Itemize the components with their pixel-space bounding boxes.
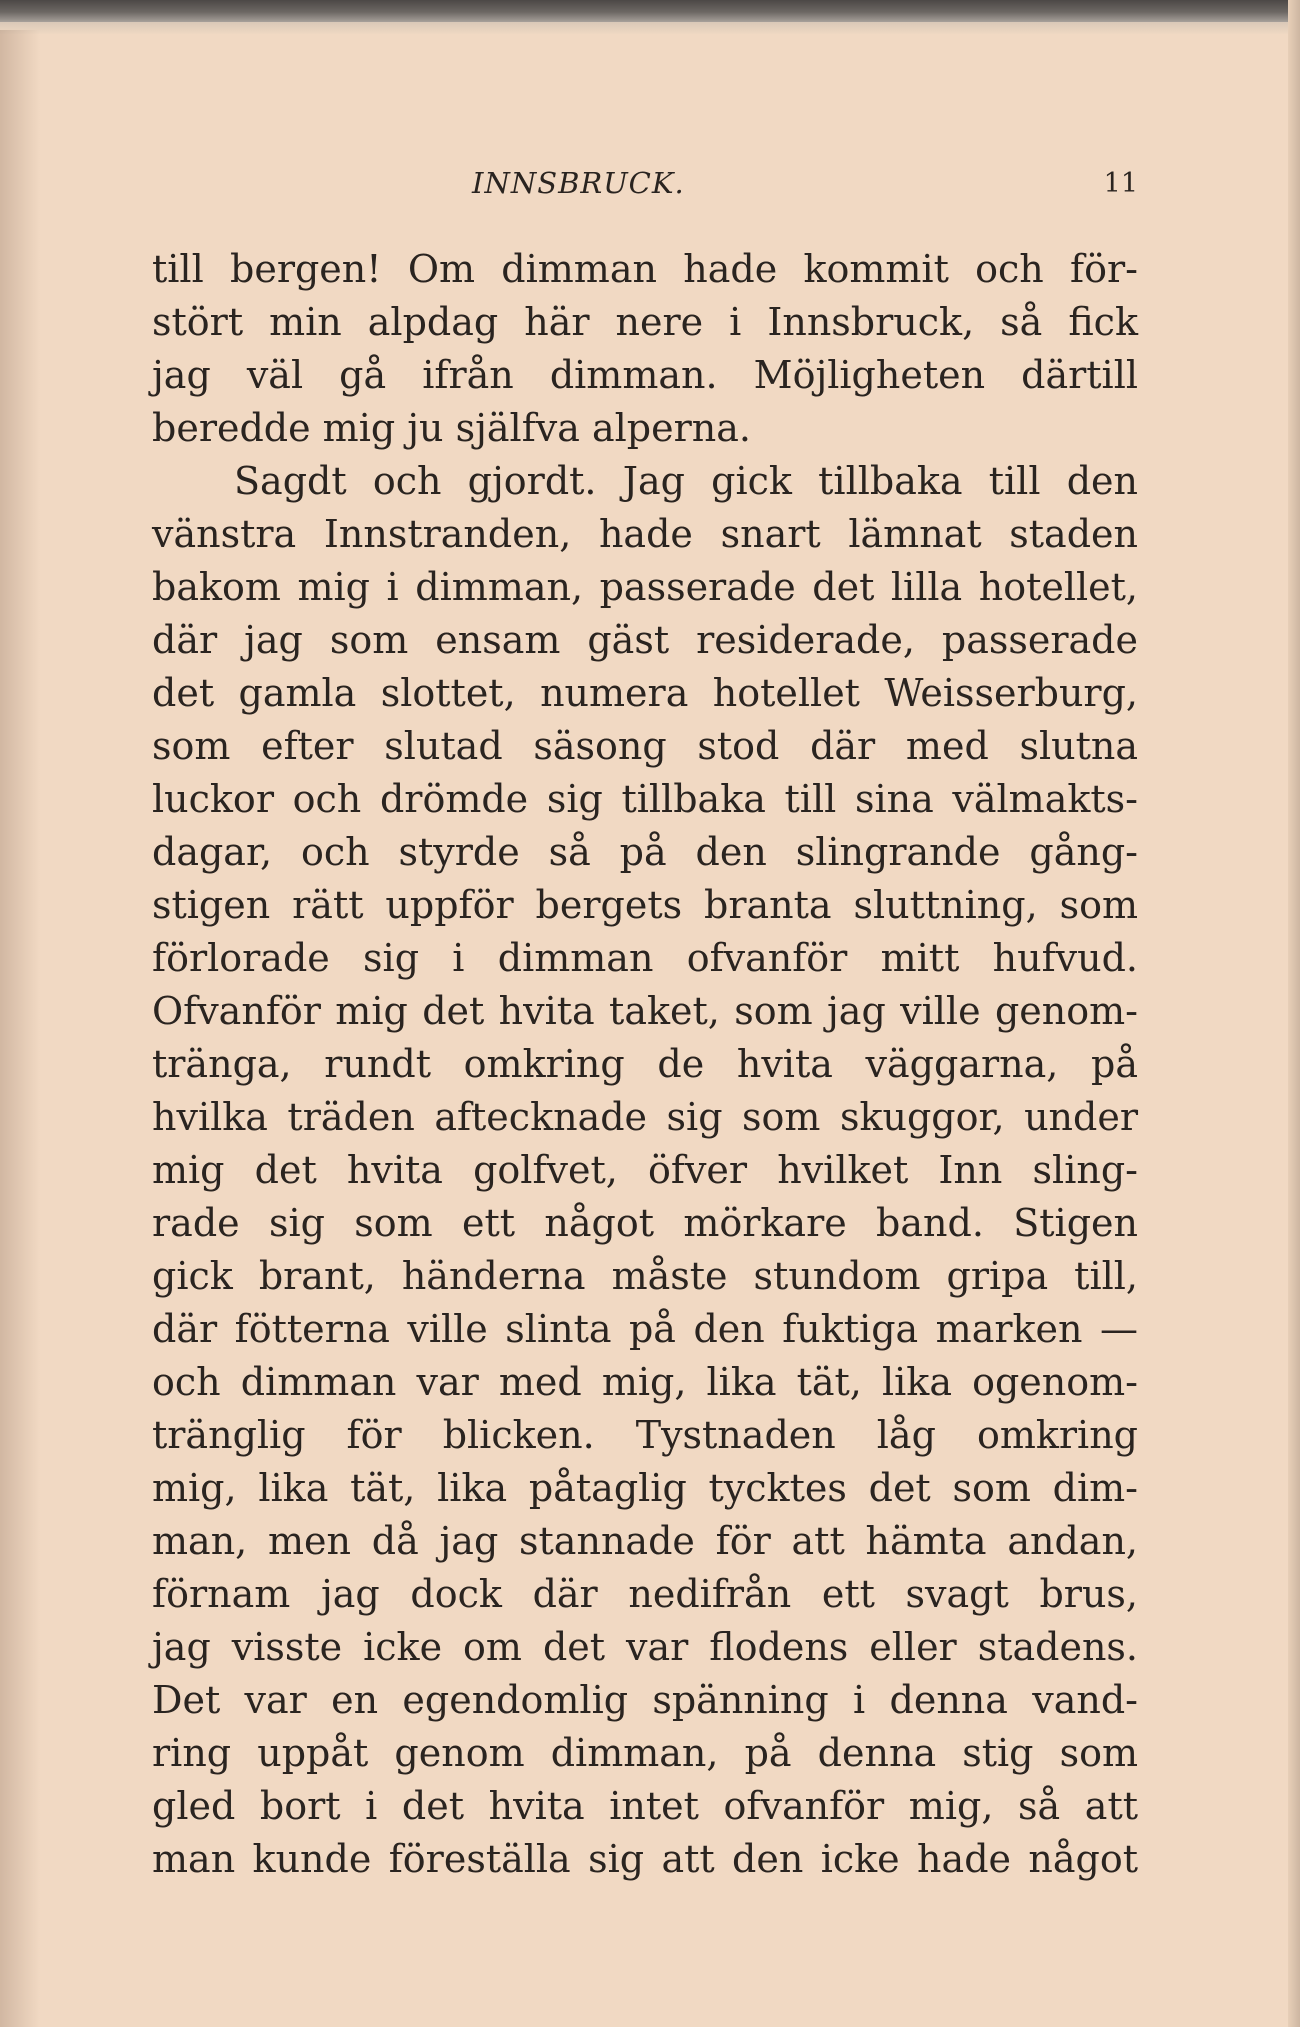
text-line: luckor och drömde sig tillbaka till sina välmakts- bbox=[152, 777, 1138, 821]
text-line: jag visste icke om det var flodens eller stadens. bbox=[152, 1625, 1138, 1669]
text-line: förnam jag dock där nedifrån ett svagt brus, bbox=[152, 1572, 1138, 1616]
text-line: stört min alpdag här nere i Innsbruck, så fick bbox=[152, 300, 1138, 344]
text-line: vänstra Innstranden, hade snart lämnat staden bbox=[152, 512, 1138, 556]
text-line: Det var en egendomlig spänning i denna vand- bbox=[152, 1678, 1138, 1722]
text-line: gled bort i det hvita intet ofvanför mig, så att bbox=[152, 1784, 1138, 1828]
running-head bbox=[152, 166, 1138, 206]
text-line: Sagdt och gjordt. Jag gick tillbaka till den bbox=[234, 459, 1138, 503]
running-title: INNSBRUCK. bbox=[472, 166, 685, 200]
text-line: där jag som ensam gäst residerade, passerade bbox=[152, 618, 1138, 662]
text-line: Ofvanför mig det hvita taket, som jag ville genom- bbox=[152, 989, 1138, 1033]
text-line: som efter slutad säsong stod där med slutna bbox=[152, 724, 1138, 768]
text-line: stigen rätt uppför bergets branta sluttning, som bbox=[152, 883, 1138, 927]
text-line: till bergen! Om dimman hade kommit och för- bbox=[152, 247, 1138, 291]
gutter-shadow bbox=[0, 30, 40, 2027]
book-page bbox=[152, 0, 1138, 2027]
text-line: man kunde föreställa sig att den icke hade något bbox=[152, 1837, 1138, 1881]
text-line: beredde mig ju själfva alperna. bbox=[152, 406, 751, 450]
text-line: tränga, rundt omkring de hvita väggarna, på bbox=[152, 1042, 1138, 1086]
text-line: bakom mig i dimman, passerade det lilla hotellet, bbox=[152, 565, 1138, 609]
text-line: dagar, och styrde så på den slingrande gång- bbox=[152, 830, 1138, 874]
text-line: rade sig som ett något mörkare band. Stigen bbox=[152, 1201, 1138, 1245]
text-line: gick brant, händerna måste stundom gripa till, bbox=[152, 1254, 1138, 1298]
body-text bbox=[152, 243, 1138, 1886]
text-line: mig, lika tät, lika påtaglig tycktes det som dim- bbox=[152, 1466, 1138, 1510]
text-line: hvilka träden aftecknade sig som skuggor, under bbox=[152, 1095, 1138, 1139]
text-line: förlorade sig i dimman ofvanför mitt hufvud. bbox=[152, 936, 1138, 980]
text-line: och dimman var med mig, lika tät, lika ogenom- bbox=[152, 1360, 1138, 1404]
text-line: ring uppåt genom dimman, på denna stig som bbox=[152, 1731, 1138, 1775]
text-line: mig det hvita golfvet, öfver hvilket Inn sling- bbox=[152, 1148, 1138, 1192]
text-line: där fötterna ville slinta på den fuktiga marken — bbox=[152, 1307, 1138, 1351]
text-line: tränglig för blicken. Tystnaden låg omkring bbox=[152, 1413, 1138, 1457]
text-line: man, men då jag stannade för att hämta andan, bbox=[152, 1519, 1138, 1563]
page-right-edge bbox=[1288, 0, 1300, 2027]
text-line: jag väl gå ifrån dimman. Möjligheten därtill bbox=[152, 353, 1138, 397]
text-line: det gamla slottet, numera hotellet Weisserburg, bbox=[152, 671, 1138, 715]
page-number: 11 bbox=[1103, 168, 1138, 199]
